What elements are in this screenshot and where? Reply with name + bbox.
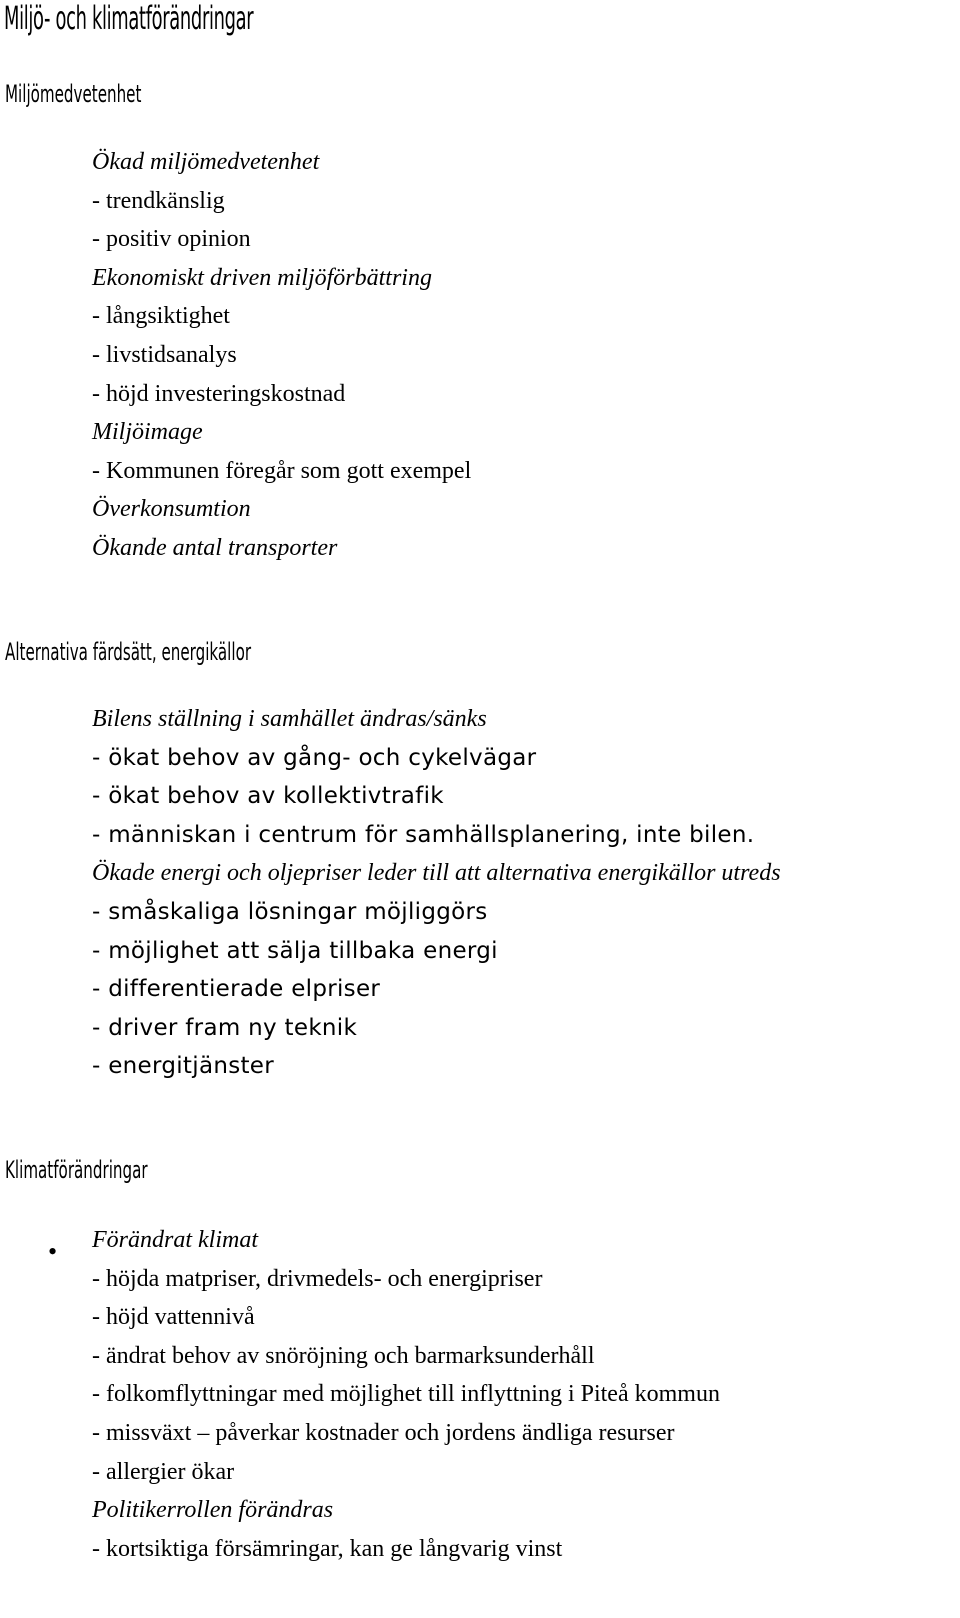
- subheading-line: Ökad miljömedvetenhet: [92, 149, 320, 175]
- list-item: - ändrat behov av snöröjning och barmarksunderhåll: [92, 1342, 595, 1369]
- section-heading-miljomedvetenhet: Miljömedvetenhet: [5, 80, 142, 108]
- list-item: - ökat behov av gång- och cykelvägar: [92, 744, 537, 771]
- subheading-line: Politikerrollen förändras: [92, 1497, 334, 1524]
- section-list-miljomedvetenhet: [92, 143, 471, 568]
- list-item: - folkomflyttningar med möjlighet till inflyttning i Piteå kommun: [92, 1381, 720, 1408]
- list-item: - allergier ökar: [92, 1458, 235, 1485]
- list-item: - höjd investeringskostnad: [92, 380, 346, 407]
- list-item: - positiv opinion: [92, 226, 251, 253]
- section-heading-alternativa-fardsatt: Alternativa färdsätt, energikällor: [5, 638, 252, 666]
- list-item: - möjlighet att sälja tillbaka energi: [92, 937, 498, 964]
- subheading-line: Förändrat klimat: [92, 1227, 258, 1253]
- list-item: - människan i centrum för samhällsplanering, inte bilen.: [92, 821, 755, 848]
- subheading-line: Ökade energi och oljepriser leder till att alternativa energikällor utreds: [92, 860, 781, 887]
- list-item: - livstidsanalys: [92, 341, 237, 368]
- section-list-klimatforandringar: [92, 1221, 720, 1568]
- list-item: - Kommunen föregår som gott exempel: [92, 457, 472, 484]
- list-item: - småskaliga lösningar möjliggörs: [92, 898, 488, 925]
- list-item: - trendkänslig: [92, 187, 225, 214]
- list-item: - kortsiktiga försämringar, kan ge långvarig vinst: [92, 1535, 563, 1562]
- list-item: - höjda matpriser, drivmedels- och energipriser: [92, 1265, 543, 1292]
- list-item: - höjd vattennivå: [92, 1304, 255, 1331]
- section-list-alternativa-fardsatt: [92, 700, 781, 1086]
- list-item: - driver fram ny teknik: [92, 1014, 358, 1041]
- list-item: - differentierade elpriser: [92, 976, 381, 1003]
- bullet-marker: •: [48, 1237, 58, 1266]
- list-item: - energitjänster: [92, 1053, 275, 1080]
- subheading-line: Ekonomiskt driven miljöförbättring: [92, 264, 432, 291]
- section-heading-klimatforandringar: Klimatförändringar: [5, 1156, 148, 1184]
- list-item: - missväxt – påverkar kostnader och jordens ändliga resurser: [92, 1419, 675, 1446]
- subheading-line: Ökande antal transporter: [92, 534, 338, 561]
- page-title: Miljö- och klimatförändringar: [4, 0, 254, 37]
- subheading-line: Miljöimage: [92, 419, 203, 446]
- subheading-line: Överkonsumtion: [92, 496, 251, 523]
- list-item: - långsiktighet: [92, 303, 230, 330]
- subheading-line: Bilens ställning i samhället ändras/sänks: [92, 706, 487, 732]
- list-item: - ökat behov av kollektivtrafik: [92, 783, 444, 810]
